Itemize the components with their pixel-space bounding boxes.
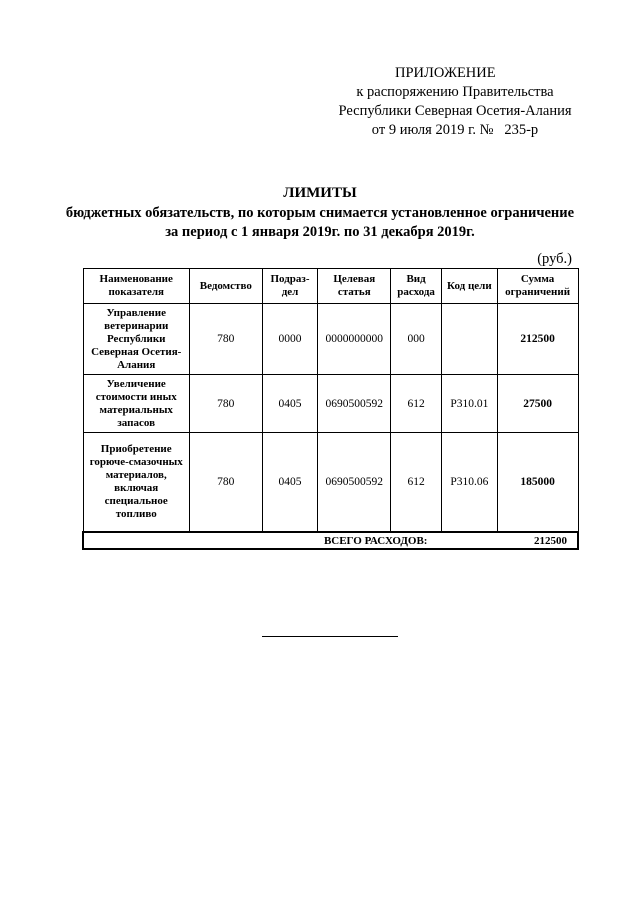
row-limit-sum: 27500: [497, 375, 578, 433]
row-subdiv: 0000: [262, 304, 318, 375]
col-header-limit-sum: Сумма ограничений: [497, 269, 578, 304]
document-title: ЛИМИТЫ: [283, 185, 357, 201]
col-header-exp-type: Вид расхода: [391, 269, 442, 304]
row-name: Управление ветеринарии Республики Северная Осетия-Алания: [83, 304, 189, 375]
row-goal-code: Р310.06: [441, 433, 497, 533]
col-header-subdiv: Подраз-дел: [262, 269, 318, 304]
footer-divider: [262, 636, 398, 637]
row-limit-sum: 185000: [497, 433, 578, 533]
table-row: [83, 433, 578, 533]
row-goal-code: [441, 304, 497, 375]
row-subdiv: 0405: [262, 375, 318, 433]
table-header-row: [83, 269, 578, 304]
col-header-goal-code: Код цели: [441, 269, 497, 304]
row-dept: 780: [189, 304, 262, 375]
appendix-order: от 9 июля 2019 г. № 235-р: [371, 122, 539, 138]
appendix-header: [300, 64, 610, 140]
total-label: ВСЕГО РАСХОДОВ:: [83, 532, 441, 549]
row-subdiv: 0405: [262, 433, 318, 533]
row-target: 0690500592: [318, 433, 391, 533]
appendix-title: ПРИЛОЖЕНИЕ: [395, 65, 496, 81]
row-exp-type: 000: [391, 304, 442, 375]
row-name: Увеличение стоимости иных материальных запасов: [83, 375, 189, 433]
row-exp-type: 612: [391, 375, 442, 433]
table-total-row: [83, 532, 578, 549]
table-row: [83, 375, 578, 433]
col-header-dept: Ведомство: [189, 269, 262, 304]
appendix-line-2: Республики Северная Осетия-Алания: [338, 103, 572, 119]
row-exp-type: 612: [391, 433, 442, 533]
total-value: 212500: [441, 532, 578, 549]
table-row: [83, 304, 578, 375]
col-header-target: Целевая статья: [318, 269, 391, 304]
col-header-name: Наименование показателя: [83, 269, 189, 304]
row-name: Приобретение горюче-смазочных материалов, включая специальное топливо: [83, 433, 189, 533]
currency-unit: (руб.): [537, 251, 572, 267]
row-dept: 780: [189, 375, 262, 433]
row-target: 0000000000: [318, 304, 391, 375]
row-limit-sum: 212500: [497, 304, 578, 375]
row-target: 0690500592: [318, 375, 391, 433]
row-dept: 780: [189, 433, 262, 533]
document-subtitle: бюджетных обязательств, по которым снимается установленное ограничение за период с 1 января 2019г. по 31 декабря 2019г.: [65, 205, 575, 240]
limits-table: [82, 268, 579, 550]
appendix-line-1: к распоряжению Правительства: [356, 84, 554, 100]
row-goal-code: Р310.01: [441, 375, 497, 433]
